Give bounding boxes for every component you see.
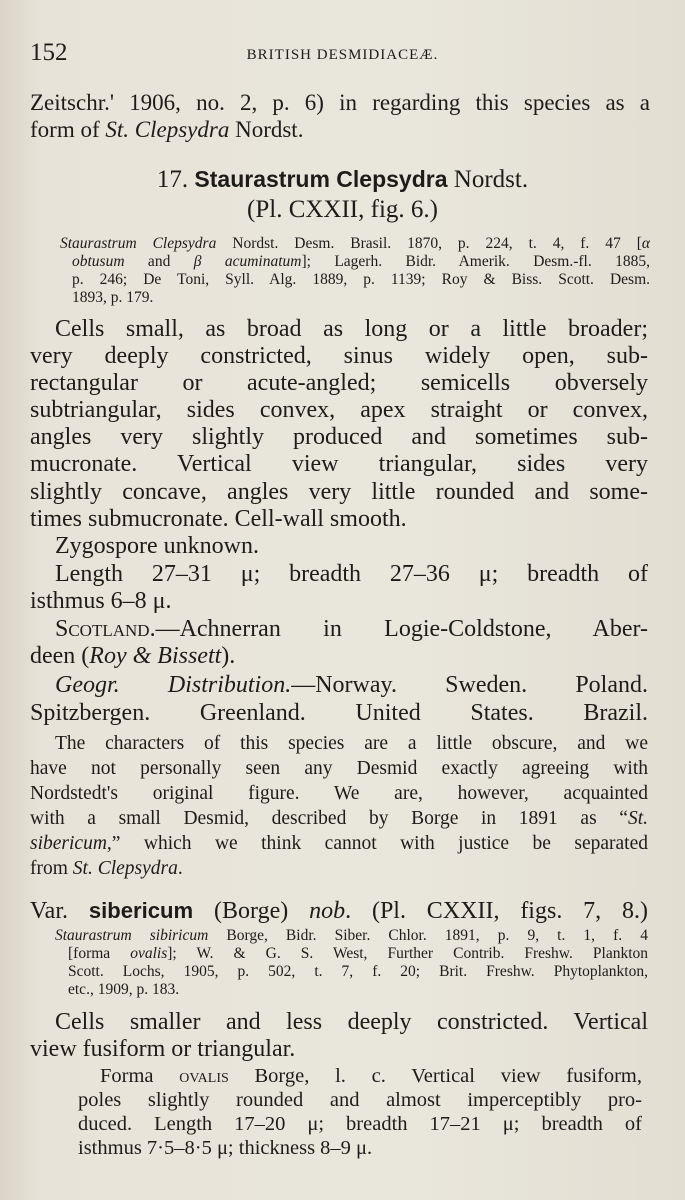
- description-line: [30, 370, 648, 399]
- text-run: (Borge): [193, 898, 310, 924]
- italic-text: sibericum,: [30, 833, 112, 854]
- italic-text: St.: [627, 808, 648, 829]
- text-run: etc., 1909, p. 183.: [68, 981, 180, 998]
- text-run: 17.: [156, 166, 195, 193]
- text-run: p. 246; De Toni, Syll. Alg. 1889, p. 1139; Roy & Biss. Scott. Desm.: [72, 271, 650, 288]
- text-run: 1893, p. 179.: [72, 289, 154, 306]
- text-run: very deeply constricted, sinus widely open, sub-: [30, 343, 648, 369]
- variety-description-line: [30, 1036, 648, 1064]
- text-run: have not personally seen any Desmid exactly agreeing with: [30, 758, 648, 779]
- forma-line: [78, 1137, 642, 1161]
- italic-text: ovalis: [130, 945, 168, 962]
- italic-text: St. Clepsydra: [105, 117, 230, 142]
- forma-line: [78, 1089, 642, 1114]
- text-run: Borge, l. c. Vertical view fusiform,: [228, 1065, 642, 1087]
- text-run: Zygospore unknown.: [55, 533, 259, 559]
- text-run: poles slightly rounded and almost imperceptibly pro-: [78, 1089, 642, 1111]
- measurements-line: [30, 588, 648, 616]
- variety-description-line: [55, 1009, 648, 1038]
- citation-line: [68, 945, 648, 964]
- description-line: [30, 451, 648, 480]
- italic-text: Staurastrum sibiricum: [55, 927, 209, 944]
- text-run: times submucronate. Cell-wall smooth.: [30, 506, 407, 532]
- text-run: Forma: [100, 1065, 180, 1087]
- distribution-line: [30, 700, 648, 729]
- text-run: . (Pl. CXXII, figs. 7, 8.): [345, 898, 648, 924]
- text-run: .: [177, 858, 183, 879]
- text-run: ).: [221, 643, 236, 669]
- text-run: —Norway. Sweden. Poland.: [291, 672, 648, 698]
- italic-text: Staurastrum Clepsydra: [60, 235, 217, 252]
- variety-heading: [30, 898, 648, 927]
- note-line: [55, 733, 648, 756]
- citation-line: [60, 235, 650, 254]
- description-line: [55, 316, 648, 345]
- text-run: view fusiform or triangular.: [30, 1036, 296, 1062]
- text-run: Cells small, as broad as long or a little broader;: [55, 316, 648, 342]
- text-run: subtriangular, sides convex, apex straight or convex,: [30, 397, 648, 423]
- text-run: The characters of this species are a little obscure, and we: [55, 733, 648, 754]
- text-run: with a small Desmid, described by Borge in 1891 as “: [30, 808, 628, 829]
- text-line: [30, 117, 650, 143]
- text-run: Nordst. Desm. Brasil. 1870, p. 224, t. 4, f. 47 [: [216, 235, 642, 252]
- text-run: Scott. Lochs, 1905, p. 502, t. 7, f. 20; Brit. Freshw. Phytoplankton,: [68, 963, 648, 980]
- text-run: Borge, Bidr. Siber. Chlor. 1891, p. 9, t. 1, f. 4: [208, 927, 648, 944]
- text-run: ” which we think cannot with justice be separated: [111, 833, 648, 854]
- text-run: and: [124, 253, 194, 270]
- text-run: Nordstedt's original figure. We are, however, acquainted: [30, 783, 648, 804]
- citation-line: [68, 963, 648, 982]
- text-run: rectangular or acute-angled; semicells obversely: [30, 370, 648, 396]
- bold-taxon-name: Staurastrum Clepsydra: [194, 166, 448, 192]
- text-run: Cells smaller and less deeply constricted. Vertical: [55, 1009, 648, 1035]
- text-run: from: [30, 858, 73, 879]
- text-run: isthmus 6–8 μ.: [30, 588, 172, 614]
- forma-line: [100, 1065, 642, 1090]
- distribution-line: [55, 672, 648, 701]
- locality-line: [30, 643, 648, 671]
- italic-text: β acuminatum: [193, 253, 302, 270]
- species-heading: [0, 166, 685, 195]
- italic-text: obtusum: [72, 253, 125, 270]
- italic-text: α: [641, 235, 650, 252]
- note-line: [30, 783, 648, 806]
- italic-text: Roy & Bissett: [89, 643, 222, 669]
- running-title: BRITISH DESMIDIACEÆ.: [246, 47, 439, 63]
- italic-text: St. Clepsydra: [72, 858, 178, 879]
- italic-text: Geogr. Distribution.: [55, 672, 292, 698]
- bold-taxon-name: sibericum: [88, 898, 194, 923]
- text-run: Var.: [30, 898, 89, 924]
- text-line: [30, 90, 650, 118]
- description-line: [30, 424, 648, 453]
- note-line: [30, 808, 648, 831]
- measurements-line: [55, 561, 648, 590]
- description-line: [30, 506, 648, 534]
- small-caps-text: Scotland: [55, 616, 150, 642]
- citation-line: [72, 289, 650, 307]
- description-line: [30, 479, 648, 508]
- text-run: [forma: [68, 945, 131, 962]
- text-run: Nordst.: [447, 166, 529, 193]
- small-caps-text: ovalis: [179, 1065, 229, 1087]
- text-run: angles very slightly produced and sometimes sub-: [30, 424, 648, 450]
- text-run: duced. Length 17–20 μ; breadth 17–21 μ; breadth of: [78, 1113, 642, 1135]
- citation-line: [55, 927, 648, 946]
- text-run: deen (: [30, 643, 90, 669]
- text-run: isthmus 7·5–8·5 μ; thickness 8–9 μ.: [78, 1137, 373, 1159]
- text-run: Nordst.: [229, 117, 304, 142]
- description-line: [30, 343, 648, 372]
- locality-line: [55, 616, 648, 645]
- text-run: form of: [30, 117, 106, 142]
- italic-text: nob: [309, 898, 346, 924]
- text-run: ]; Lagerh. Bidr. Amerik. Desm.-fl. 1885,: [301, 253, 650, 270]
- text-run: ]; W. & G. S. West, Further Contrib. Freshw. Plankton: [167, 945, 648, 962]
- note-line: [30, 858, 648, 880]
- page-number: 152: [30, 39, 68, 66]
- text-run: Length 27–31 μ; breadth 27–36 μ; breadth of: [55, 561, 648, 587]
- forma-line: [78, 1113, 642, 1138]
- text-run: .—Achnerran in Logie-Coldstone, Aber-: [149, 616, 648, 642]
- description-line: [30, 397, 648, 426]
- citation-line: [72, 271, 650, 290]
- text-run: Zeitschr.' 1906, no. 2, p. 6) in regarding this species as a: [30, 90, 650, 115]
- citation-line: [72, 253, 650, 272]
- note-line: [30, 758, 648, 781]
- plate-reference: [0, 196, 685, 225]
- note-line: [30, 833, 648, 856]
- citation-line: [68, 981, 648, 999]
- text-run: slightly concave, angles very little rounded and some-: [30, 479, 648, 505]
- text-run: mucronate. Vertical view triangular, sides very: [30, 451, 648, 477]
- text-run: (Pl. CXXII, fig. 6.): [247, 196, 438, 223]
- zygospore-line: [55, 533, 648, 561]
- text-run: Spitzbergen. Greenland. United States. Brazil.: [30, 700, 648, 726]
